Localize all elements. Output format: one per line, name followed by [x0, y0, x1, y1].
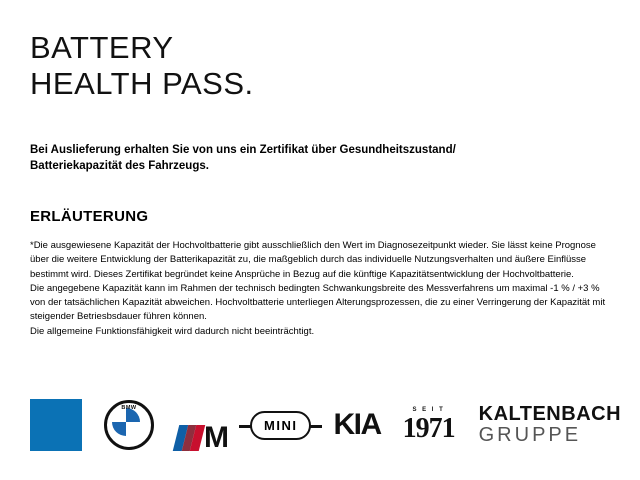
- blue-square-logo: [30, 399, 82, 451]
- seit-label-text: S E I T: [412, 407, 445, 413]
- page-title: [30, 0, 610, 102]
- mini-logo: [250, 399, 311, 451]
- lead-line-1: Bei Auslieferung erhalten Sie von uns ein Zertifikat über Gesundheitszustand/: [30, 144, 456, 156]
- title-line-2: HEALTH PASS.: [30, 66, 254, 101]
- kia-wordmark-text: KIA: [333, 408, 381, 441]
- m-stripes-icon: [173, 425, 205, 451]
- kia-logo: [333, 399, 380, 451]
- lead-paragraph: [30, 142, 610, 174]
- kaltenbach-wordmark-text: KALTENBACH: [478, 403, 622, 425]
- bmw-logo: [104, 399, 154, 451]
- kaltenbach-gruppe-logo: [477, 399, 621, 451]
- paragraph-1: *Die ausgewiesene Kapazität der Hochvoltbatterie gibt ausschließlich den Wert im Diagnosezeitpunkt wieder. Sie lässt keine Prognose über die weitere Entwicklung der Batterikapazität zu, die maßgeblich durch das individuelle Nutzungsverhalten und äußere Einflüsse bestimmt wird. Dieses Zertifikat begründet keine Ansprüche in Bezug auf die künftige Kapazitätsentwicklung der Hochvoltbatterie.: [30, 240, 596, 280]
- seit-year-text: 1971: [402, 413, 455, 444]
- title-line-1: BATTERY: [30, 30, 174, 65]
- paragraph-3: Die allgemeine Funktionsfähigkeit wird dadurch nicht beeinträchtigt.: [30, 325, 315, 337]
- paragraph-2: Die angegebene Kapazität kann im Rahmen der technisch bedingten Schwankungsbreite des Messverfahrens um maximal -1 % / +3 % von der tatsächlichen Kapazität abweichen. Hochvoltbatterie unterliegen Alterungsprozessen, die zu einer Verringerung der Kapazität mit steigender Betriesbsdauer führen können.: [30, 282, 606, 323]
- m-letter-text: M: [204, 421, 228, 454]
- bmw-roundel-icon: [104, 400, 154, 450]
- brand-square-icon: [30, 399, 82, 451]
- lead-line-2: Batteriekapazität des Fahrzeugs.: [30, 160, 209, 172]
- bmw-wordmark-text: BMW: [121, 404, 137, 411]
- bmw-wordmark: [107, 403, 151, 447]
- section-heading-erlaeuterung: ERLÄUTERUNG: [30, 208, 149, 225]
- explanation-body: [30, 239, 610, 339]
- logo-bar: [30, 392, 622, 458]
- mini-wordmark-text: MINI: [264, 417, 298, 433]
- mini-wordmark-icon: [250, 411, 311, 440]
- bmw-m-logo: [176, 399, 228, 454]
- seit-1971-badge: [403, 399, 455, 451]
- mini-wing-left-icon: [239, 425, 252, 428]
- gruppe-wordmark-text: GRUPPE: [478, 424, 582, 446]
- mini-wing-right-icon: [309, 425, 322, 428]
